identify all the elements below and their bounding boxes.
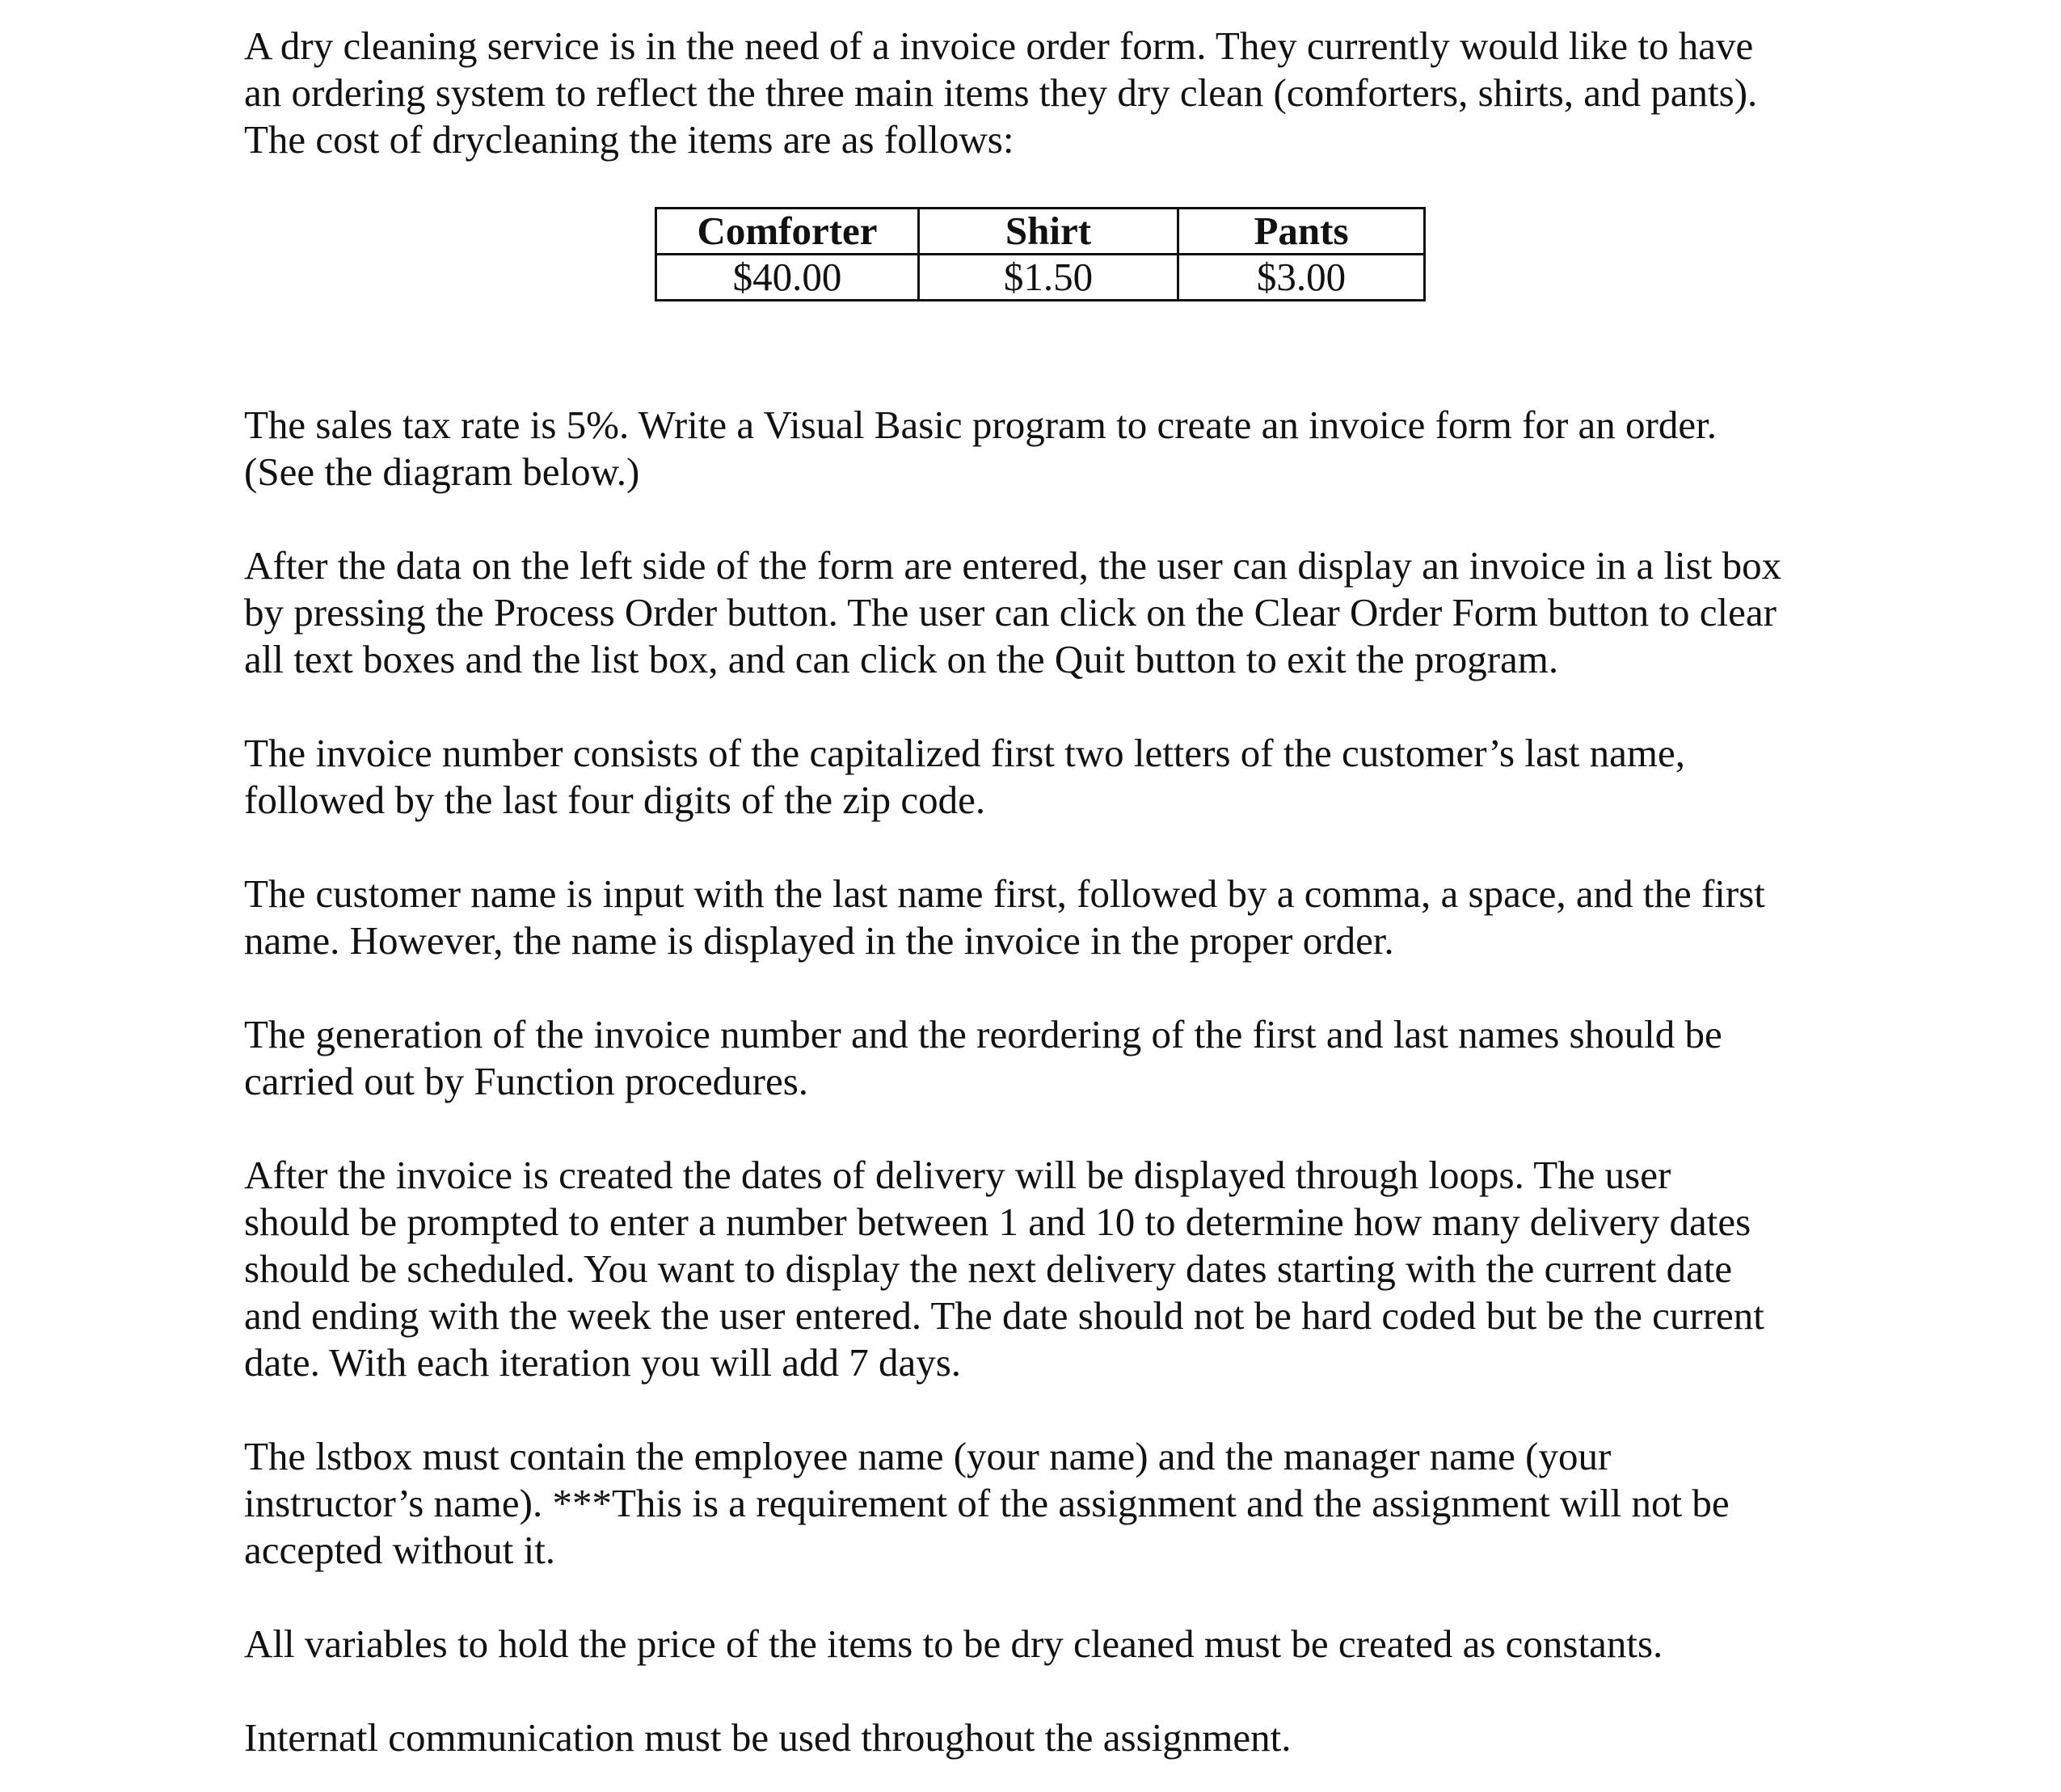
text-line: Internatl communication must be used throughout the assignment. bbox=[244, 1715, 1292, 1760]
constants-paragraph bbox=[244, 1621, 1861, 1668]
text-line: The lstbox must contain the employee name (your name) and the manager name (your bbox=[244, 1434, 1612, 1478]
text-line: The customer name is input with the last name first, followed by a comma, a space, and the first bbox=[244, 871, 1765, 916]
price-comforter: $40.00 bbox=[656, 255, 919, 301]
sales-tax-paragraph bbox=[244, 402, 1861, 495]
text-line: After the invoice is created the dates of delivery will be displayed through loops. The user bbox=[244, 1153, 1671, 1197]
delivery-dates-paragraph bbox=[244, 1152, 1861, 1386]
text-line: (See the diagram below.) bbox=[244, 449, 640, 494]
communication-paragraph bbox=[244, 1714, 1861, 1761]
text-line: After the data on the left side of the form are entered, the user can display an invoice in a list box bbox=[244, 543, 1782, 588]
text-line: date. With each iteration you will add 7 days. bbox=[244, 1340, 962, 1385]
text-line: The cost of drycleaning the items are as follows: bbox=[244, 117, 1014, 162]
text-line: followed by the last four digits of the zip code. bbox=[244, 778, 986, 822]
customer-name-paragraph bbox=[244, 871, 1861, 964]
text-line: an ordering system to reflect the three main items they dry clean (comforters, shirts, and pants). bbox=[244, 70, 1758, 115]
intro-paragraph bbox=[244, 23, 1861, 163]
invoice-number-paragraph bbox=[244, 730, 1861, 824]
buttons-paragraph bbox=[244, 542, 1861, 683]
text-line: should be prompted to enter a number between 1 and 10 to determine how many delivery dates bbox=[244, 1200, 1751, 1244]
text-line: all text boxes and the list box, and can click on the Quit button to exit the program. bbox=[244, 637, 1559, 681]
text-line: accepted without it. bbox=[244, 1528, 556, 1572]
text-line: carried out by Function procedures. bbox=[244, 1059, 809, 1103]
text-line: The invoice number consists of the capitalized first two letters of the customer’s last name, bbox=[244, 731, 1685, 775]
text-line: should be scheduled. You want to display the next delivery dates starting with the current date bbox=[244, 1246, 1733, 1291]
text-line: All variables to hold the price of the items to be dry cleaned must be created as constants. bbox=[244, 1621, 1663, 1666]
function-procedures-paragraph bbox=[244, 1011, 1861, 1105]
text-line: The sales tax rate is 5%. Write a Visual Basic program to create an invoice form for an order. bbox=[244, 403, 1717, 447]
text-line: name. However, the name is displayed in the invoice in the proper order. bbox=[244, 918, 1394, 963]
text-line: The generation of the invoice number and the reordering of the first and last names should be bbox=[244, 1012, 1722, 1056]
text-line: and ending with the week the user entered. The date should not be hard coded but be the current bbox=[244, 1293, 1764, 1338]
lstbox-requirement-paragraph bbox=[244, 1433, 1861, 1574]
price-table bbox=[655, 207, 1426, 301]
text-line: by pressing the Process Order button. The user can click on the Clear Order Form button to clear bbox=[244, 590, 1777, 635]
price-table-header-row bbox=[656, 209, 1425, 255]
header-pants: Pants bbox=[1178, 209, 1425, 255]
price-shirt: $1.50 bbox=[919, 255, 1178, 301]
text-line: instructor’s name). ***This is a requirement of the assignment and the assignment will not be bbox=[244, 1481, 1730, 1525]
header-shirt: Shirt bbox=[919, 209, 1178, 255]
header-comforter: Comforter bbox=[656, 209, 919, 255]
price-pants: $3.00 bbox=[1178, 255, 1425, 301]
text-line: A dry cleaning service is in the need of a invoice order form. They currently would like to have bbox=[244, 23, 1754, 68]
price-table-price-row bbox=[656, 255, 1425, 301]
